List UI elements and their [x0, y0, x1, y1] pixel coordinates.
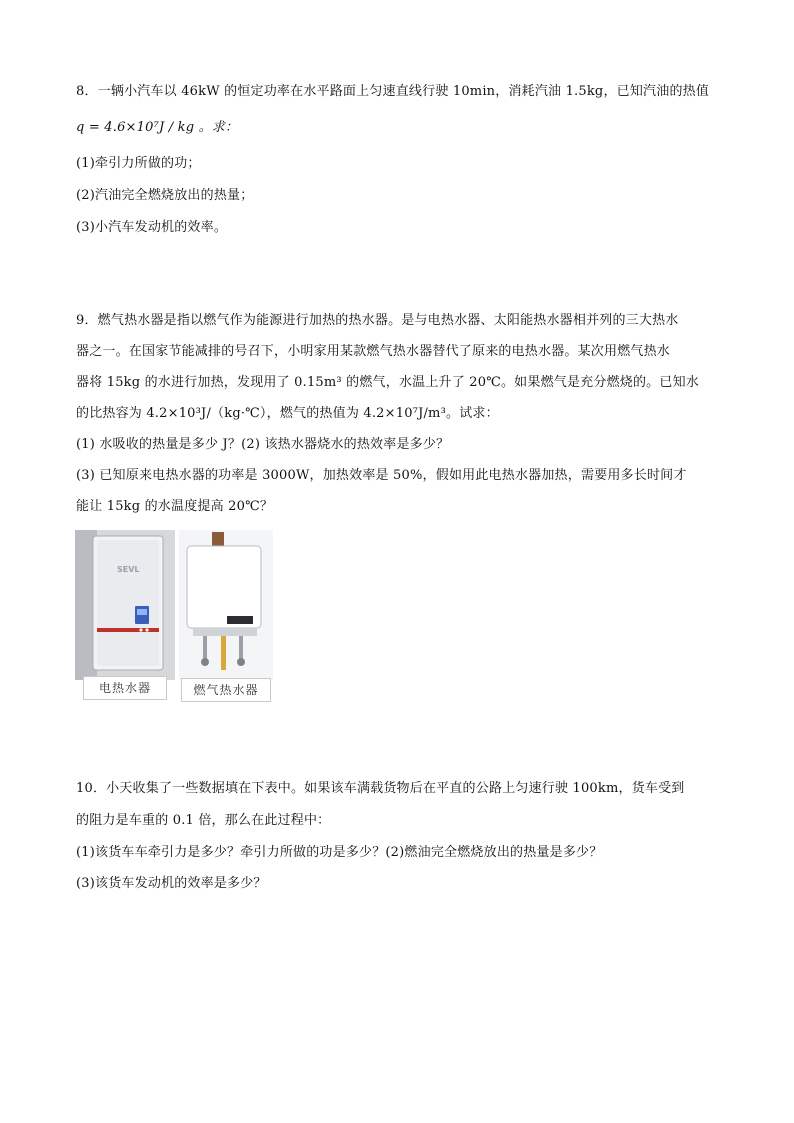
- q8-line1: 8．一辆小汽车以 46kW 的恒定功率在水平路面上匀速直线行驶 10min，消耗汽油 1.5kg，已知汽油的热值: [76, 84, 710, 99]
- q9-line5: (1) 水吸收的热量是多少 J？(2) 该热水器烧水的热效率是多少？: [76, 437, 450, 452]
- q9-line3: 器将 15kg 的水进行加热，发现用了 0.15m³ 的燃气，水温上升了 20℃。如果燃气是充分燃烧的。已知水: [76, 375, 699, 390]
- q8-formula: q = 4.6×10⁷J / kg 。求：: [76, 120, 239, 135]
- q10-line3: (1)该货车车牵引力是多少？牵引力所做的功是多少？(2)燃油完全燃烧放出的热量是多少？: [76, 845, 603, 860]
- q8-part2: (2)汽油完全燃烧放出的热量；: [76, 188, 254, 203]
- caption-electric-heater: 电热水器: [83, 676, 167, 700]
- q10-line4: (3)该货车发动机的效率是多少？: [76, 876, 267, 891]
- q10-line1: 10．小天收集了一些数据填在下表中。如果该车满载货物后在平直的公路上匀速行驶 100km，货车受到: [76, 781, 685, 796]
- water-heater-illustration: [75, 530, 273, 680]
- q8-part1: (1)牵引力所做的功；: [76, 156, 201, 171]
- brand-logo: SEVL: [117, 565, 140, 574]
- q9-line2: 器之一。在国家节能减排的号召下，小明家用某款燃气热水器替代了原来的电热水器。某次用燃气热水: [76, 344, 671, 359]
- gas-heater-display: [227, 616, 253, 624]
- q8-part3: (3)小汽车发动机的效率。: [76, 220, 228, 235]
- q9-line1: 9．燃气热水器是指以燃气作为能源进行加热的热水器。是与电热水器、太阳能热水器相并列的三大热水: [76, 313, 679, 328]
- q9-line6: (3) 已知原来电热水器的功率是 3000W，加热效率是 50%，假如用此电热水器加热，需要用多长时间才: [76, 468, 687, 483]
- water-heater-figure: [75, 530, 273, 706]
- q9-line7: 能让 15kg 的水温度提高 20℃？: [76, 499, 274, 514]
- caption-gas-heater: 燃气热水器: [181, 678, 271, 702]
- q10-line2: 的阻力是车重的 0.1 倍，那么在此过程中：: [76, 813, 331, 828]
- q9-line4: 的比热容为 4.2×10³J/（kg·℃），燃气的热值为 4.2×10⁷J/m³。试求：: [76, 406, 499, 421]
